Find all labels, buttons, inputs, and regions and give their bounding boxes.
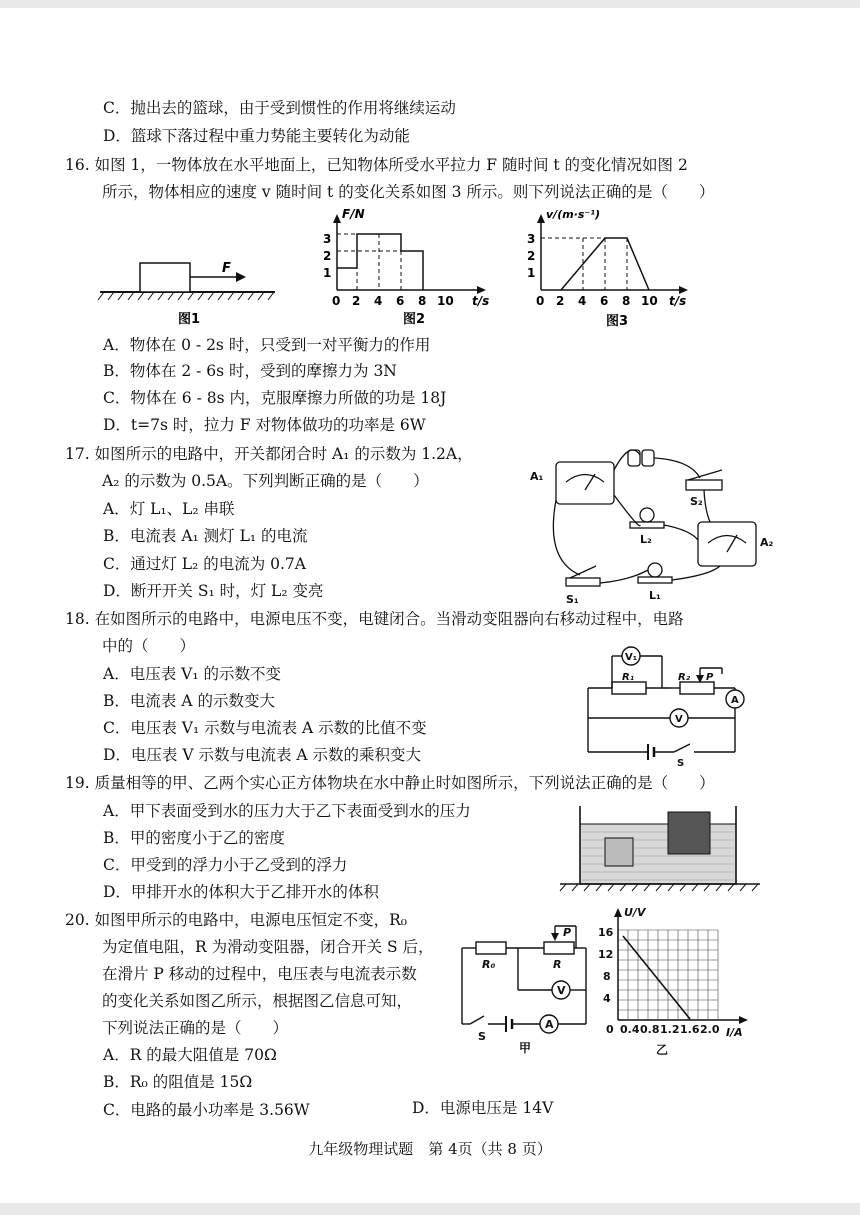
label-v1: V₁ [625, 652, 638, 663]
u-i-line [623, 936, 690, 1019]
q16-stem-line1: 16. 如图 1，一物体放在水平地面上，已知物体所受水平拉力 F 随时间 t 的变化情况如图 2 [65, 156, 688, 174]
q19-option-b: B．甲的密度小于乙的密度 [103, 829, 285, 847]
fig1-caption: 图1 [178, 312, 201, 327]
yi-xtick-04: 0.4 [620, 1023, 640, 1036]
fig3-xtick-0: 0 [536, 294, 545, 308]
fig2-ytick-2: 2 [323, 249, 332, 263]
q17-stem-line2: A₂ 的示数为 0.5A。下列判断正确的是（ ） [102, 472, 429, 490]
label-p: P [706, 672, 714, 683]
q19-option-c: C．甲受到的浮力小于乙受到的浮力 [103, 856, 348, 874]
yi-xtick-12: 1.2 [660, 1023, 680, 1036]
fig2-xlabel: t/s [472, 294, 490, 308]
force-label: F [222, 261, 231, 276]
block-yi [668, 812, 710, 854]
label-a2: A₂ [760, 536, 774, 549]
fig3-xlabel: t/s [669, 294, 687, 308]
q20-graph-yi [598, 906, 748, 1057]
q19-tank-figure [560, 806, 760, 891]
label-a: A [731, 695, 739, 706]
r2-resistor [680, 682, 714, 694]
q18-stem-line2: 中的（ ） [102, 637, 196, 655]
q18-option-a: A．电压表 V₁ 的示数不变 [103, 665, 281, 683]
q17-circuit-figure [553, 450, 756, 586]
q16-fig2 [323, 207, 489, 327]
q20-option-c: C．电路的最小功率是 3.56W [103, 1101, 310, 1119]
fig2-xtick-0: 0 [332, 294, 341, 308]
q16-option-b: B．物体在 2 - 6s 时，受到的摩擦力为 3N [103, 362, 397, 380]
jia-caption: 甲 [519, 1041, 532, 1055]
label-l1: L₁ [649, 589, 661, 602]
fig3-xtick-10: 10 [641, 294, 658, 308]
q18-circuit-figure [588, 647, 744, 760]
yi-xtick-08: 0.8 [640, 1023, 660, 1036]
label-r0: R₀ [482, 958, 496, 971]
fig2-xtick-6: 6 [396, 294, 405, 308]
label-a1: A₁ [530, 470, 544, 483]
q20-stem-line5: 下列说法正确的是（ ） [102, 1019, 289, 1037]
yi-ylabel: U/V [624, 906, 646, 919]
q20-circuit-jia [462, 926, 586, 1033]
q20-option-a: A．R 的最大阻值是 70Ω [103, 1046, 277, 1064]
block [140, 263, 190, 292]
q20-stem-line2: 为定值电阻，R 为滑动变阻器，闭合开关 S 后， [102, 938, 434, 956]
r0-resistor [476, 942, 506, 954]
q20-stem-line3: 在滑片 P 移动的过程中，电压表与电流表示数 [102, 965, 417, 983]
label-s1: S₁ [566, 593, 579, 606]
yi-ytick-12: 12 [598, 948, 614, 961]
fig3-ytick-1: 1 [527, 266, 536, 280]
fig2-xtick-10: 10 [437, 294, 454, 308]
q16-option-d: D．t=7s 时，拉力 F 对物体做功的功率是 6W [103, 416, 426, 434]
label-s2: S₂ [690, 495, 703, 508]
q17-option-b: B．电流表 A₁ 测灯 L₁ 的电流 [103, 527, 308, 545]
fig3-caption: 图3 [606, 314, 629, 329]
label-v: V [675, 714, 683, 725]
fig3-xtick-2: 2 [556, 294, 565, 308]
fig3-ytick-3: 3 [527, 232, 536, 246]
q17-stem-line1: 17. 如图所示的电路中，开关都闭合时 A₁ 的示数为 1.2A， [65, 445, 473, 463]
label-s: S [478, 1030, 486, 1043]
q20-option-d: D．电源电压是 14V [412, 1099, 554, 1117]
q18-option-b: B．电流表 A 的示数变大 [103, 692, 275, 710]
label-p: P [563, 926, 572, 939]
q16-fig3 [527, 208, 688, 329]
label-l2: L₂ [640, 533, 652, 546]
ammeter-a2 [698, 522, 756, 566]
q19-stem: 19. 质量相等的甲、乙两个实心正方体物块在水中静止时如图所示，下列说法正确的是（ ） [65, 774, 715, 792]
fig2-ylabel: F/N [342, 207, 365, 221]
label-a: A [545, 1018, 554, 1031]
water [580, 824, 736, 884]
yi-ytick-4: 4 [603, 992, 611, 1005]
fig2-ytick-1: 1 [323, 266, 332, 280]
yi-xtick-0: 0 [606, 1023, 614, 1036]
q19-option-d: D．甲排开水的体积大于乙排开水的体积 [103, 883, 379, 901]
q16-stem-line2: 所示，物体相应的速度 v 随时间 t 的变化关系如图 3 所示。则下列说法正确的是（ ） [102, 183, 715, 201]
q20-stem-line1: 20. 如图甲所示的电路中，电源电压恒定不变，R₀ [65, 911, 407, 929]
q20-option-b: B．R₀ 的阻值是 15Ω [103, 1073, 253, 1091]
label-r1: R₁ [622, 672, 635, 683]
q17-option-d: D．断开开关 S₁ 时，灯 L₂ 变亮 [103, 582, 324, 600]
q16-option-c: C．物体在 6 - 8s 内，克服摩擦力所做的功是 18J [103, 389, 447, 407]
q17-option-a: A．灯 L₁、L₂ 串联 [103, 500, 235, 518]
fig3-xtick-8: 8 [622, 294, 631, 308]
r-resistor [544, 942, 574, 954]
yi-caption: 乙 [656, 1043, 669, 1057]
fig2-force-line [337, 234, 423, 290]
q16-option-a: A．物体在 0 - 2s 时，只受到一对平衡力的作用 [103, 336, 431, 354]
q17-option-c: C．通过灯 L₂ 的电流为 0.7A [103, 555, 306, 573]
page-footer: 九年级物理试题 第 4页（共 8 页） [308, 1140, 552, 1158]
yi-xlabel: I/A [726, 1026, 743, 1039]
label-r: R [553, 958, 562, 971]
q15-option-d: D．篮球下落过程中重力势能主要转化为动能 [103, 127, 410, 145]
ammeter-a1 [556, 462, 614, 504]
q20-stem-line4: 的变化关系如图乙所示，根据图乙信息可知， [102, 992, 413, 1010]
q15-option-c: C．抛出去的篮球，由于受到惯性的作用将继续运动 [103, 99, 456, 117]
yi-ytick-8: 8 [603, 970, 611, 983]
q19-option-a: A．甲下表面受到水的压力大于乙下表面受到水的压力 [103, 802, 471, 820]
q18-stem-line1: 18. 在如图所示的电路中，电源电压不变，电键闭合。当滑动变阻器向右移动过程中，电路 [65, 610, 684, 628]
q16-fig1 [98, 261, 275, 327]
fig2-ytick-3: 3 [323, 232, 332, 246]
block-jia [605, 838, 633, 866]
fig2-xtick-4: 4 [374, 294, 383, 308]
q18-option-d: D．电压表 V 示数与电流表 A 示数的乘积变大 [103, 746, 422, 764]
fig2-caption: 图2 [403, 312, 426, 327]
label-r2: R₂ [678, 672, 691, 683]
q18-option-c: C．电压表 V₁ 示数与电流表 A 示数的比值不变 [103, 719, 427, 737]
fig3-ylabel: v/(m·s⁻¹) [546, 208, 601, 221]
yi-xtick-20: 2.0 [700, 1023, 720, 1036]
fig2-xtick-8: 8 [418, 294, 427, 308]
scan-bottom-edge [0, 1203, 860, 1215]
r1-resistor [612, 682, 646, 694]
label-s: S [677, 758, 685, 769]
label-v: V [557, 984, 566, 997]
fig3-xtick-6: 6 [600, 294, 609, 308]
yi-xtick-16: 1.6 [680, 1023, 700, 1036]
fig3-ytick-2: 2 [527, 249, 536, 263]
yi-ytick-16: 16 [598, 926, 614, 939]
fig2-xtick-2: 2 [352, 294, 361, 308]
fig3-xtick-4: 4 [578, 294, 587, 308]
